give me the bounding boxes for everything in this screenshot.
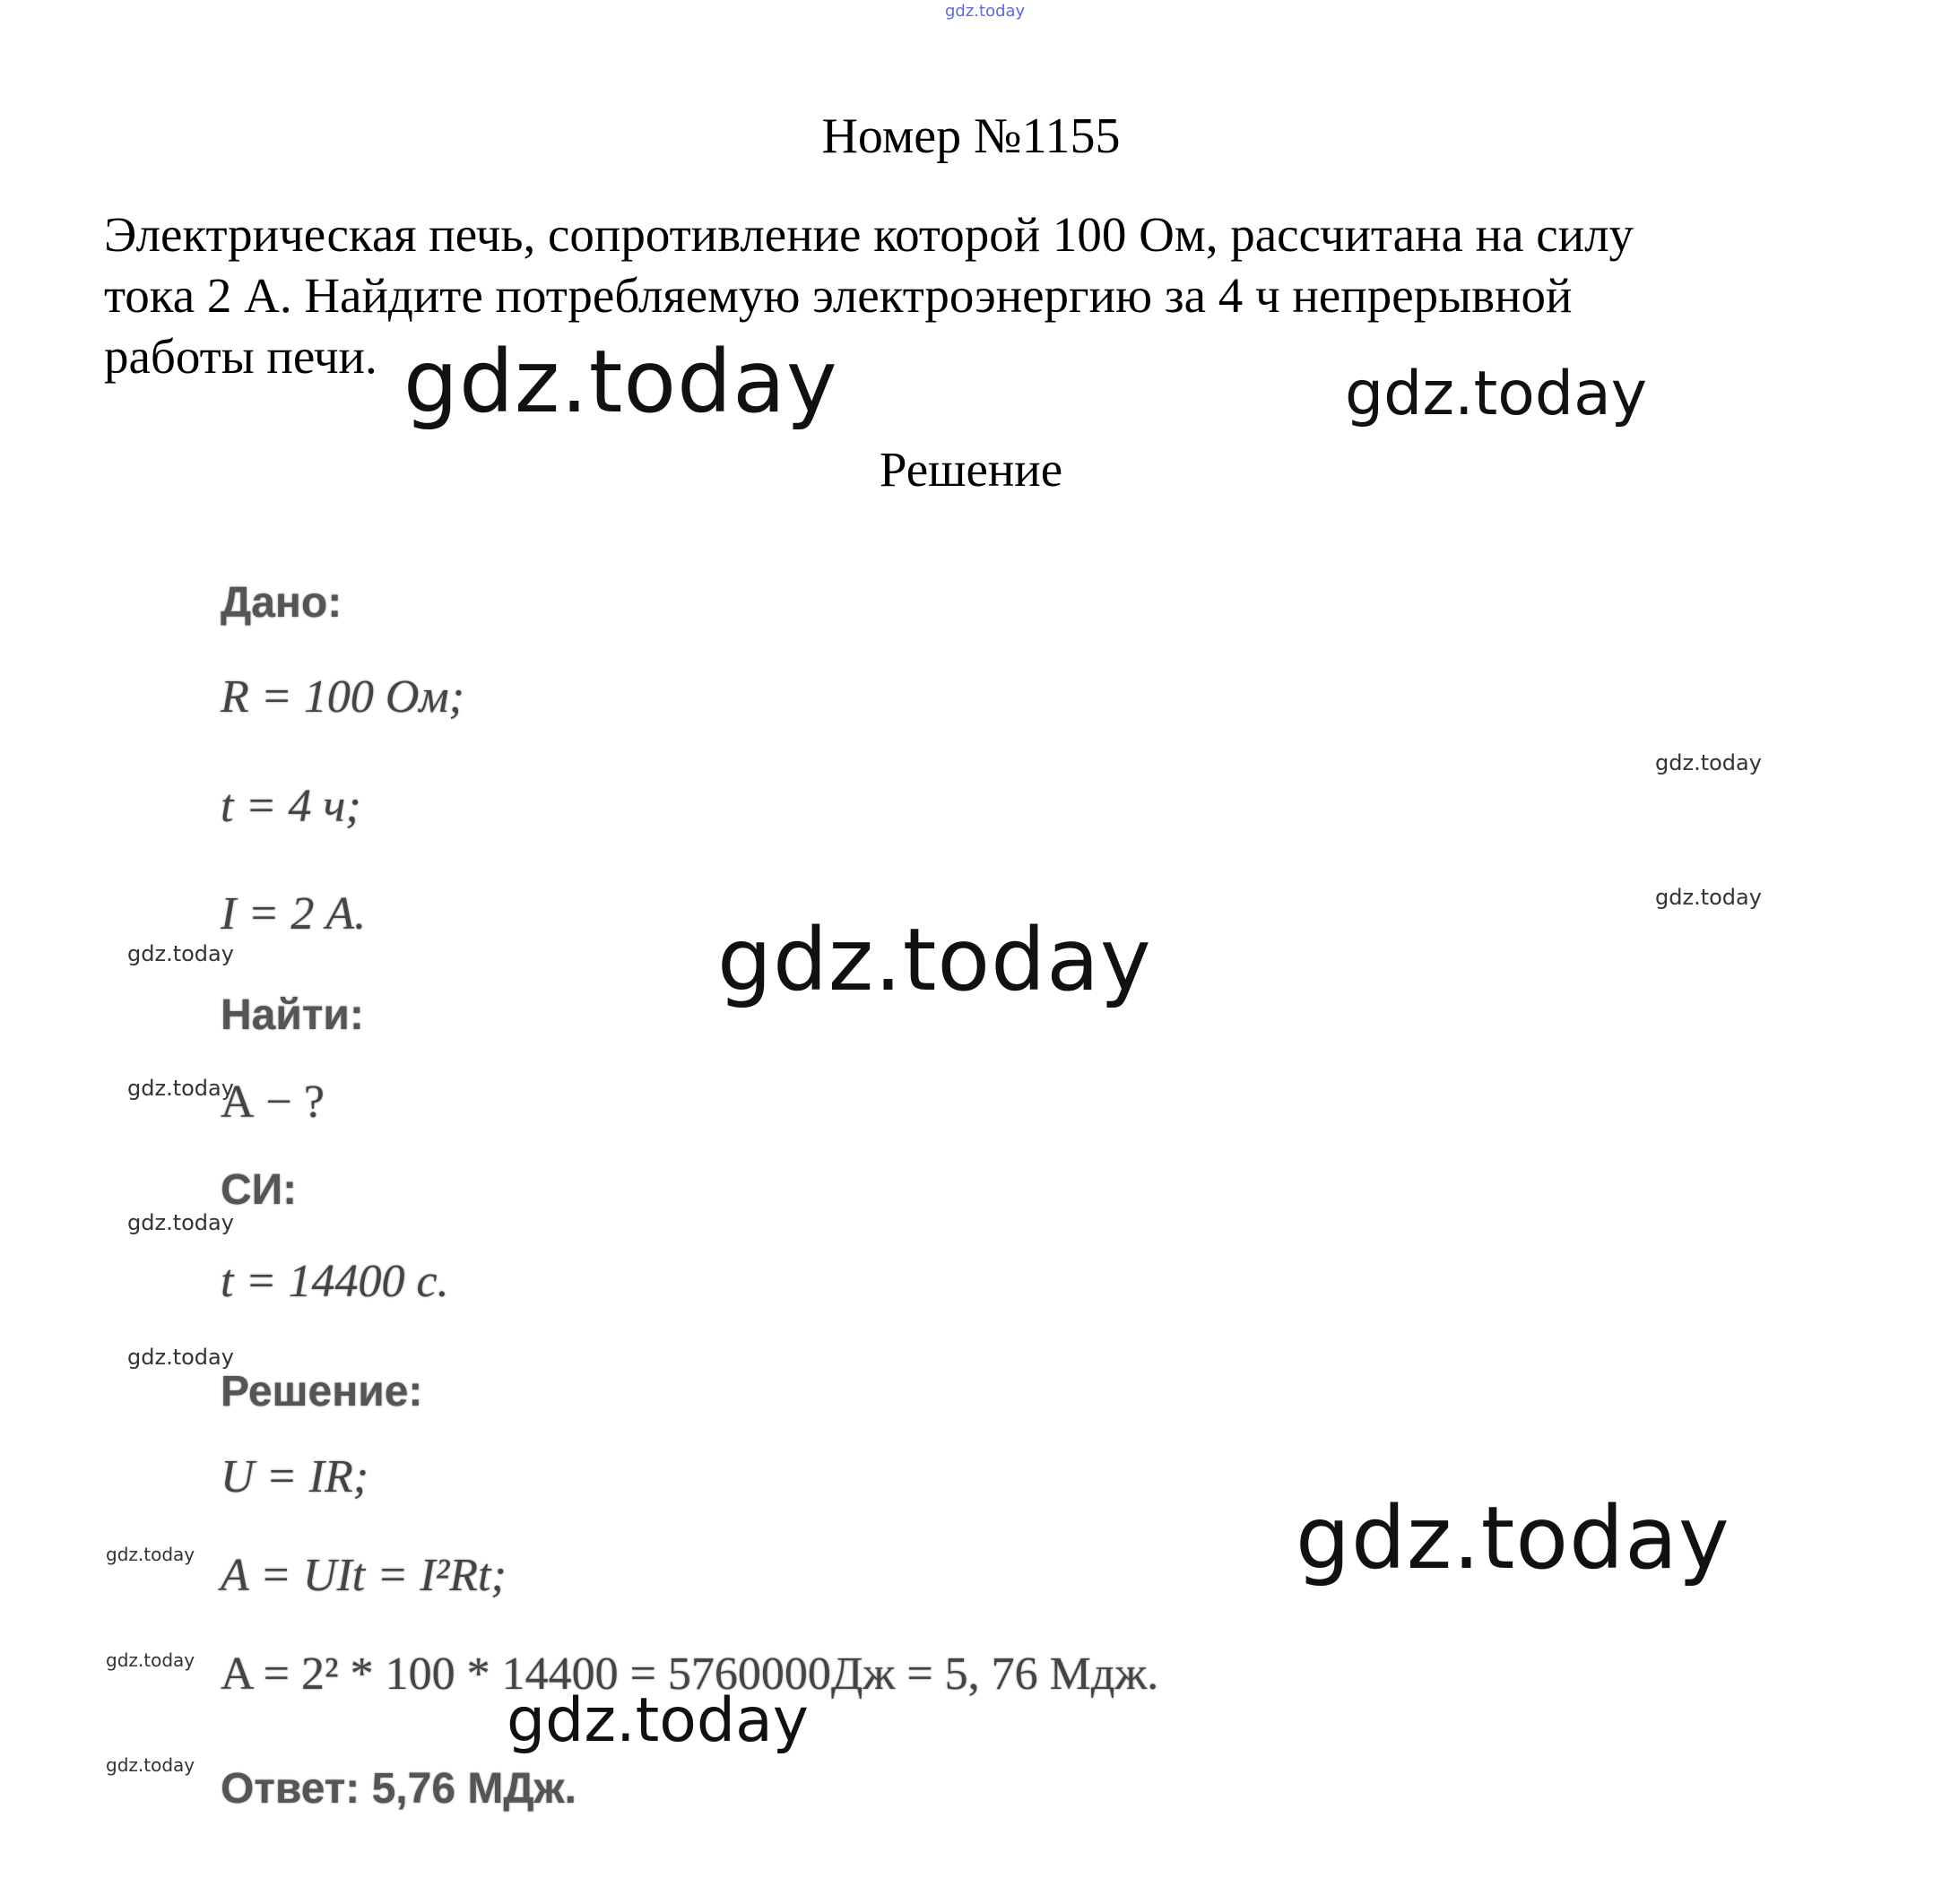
si-label: СИ: [221,1166,298,1214]
watermark: gdz.today [127,941,234,966]
watermark: gdz.today [106,1544,195,1565]
watermark: gdz.today [106,1649,195,1671]
problem-number-title: Номер №1155 [821,108,1121,164]
watermark: gdz.today [127,1210,234,1235]
given-resistance: R = 100 Ом; [221,671,464,723]
watermark: gdz.today [127,1345,234,1370]
calculation: A = 2² * 100 * 14400 = 5760000Дж = 5, 76 Мдж. [221,1649,1159,1700]
watermark: gdz.today [1296,1488,1730,1588]
find-quantity: А − ? [221,1077,325,1128]
watermark: gdz.today [1345,359,1647,429]
watermark: gdz.today [1655,750,1762,775]
solution-heading: Решение [879,442,1063,497]
problem-line: работы печи. [104,329,377,384]
given-time: t = 4 ч; [221,781,361,832]
watermark: gdz.today [106,1754,195,1776]
problem-line: тока 2 А. Найдите потребляемую электроэнергию за 4 ч непрерывной [104,268,1573,323]
formula-work: A = UIt = I²Rt; [221,1550,507,1601]
problem-line: Электрическая печь, сопротивление которой 100 Ом, рассчитана на силу [104,207,1634,262]
watermark: gdz.today [127,1076,234,1101]
watermark: gdz.today [1655,885,1762,910]
formula-voltage: U = IR; [221,1451,369,1502]
given-current: I = 2 А. [221,888,367,939]
answer: Ответ: 5,76 МДж. [221,1765,577,1813]
find-label: Найти: [221,991,364,1039]
solution-label: Решение: [221,1368,423,1415]
watermark: gdz.today [717,910,1152,1010]
si-time: t = 14400 с. [221,1256,449,1307]
watermark: gdz.today [507,1685,809,1756]
given-label: Дано: [221,579,342,627]
watermark: gdz.today [403,332,838,432]
watermark: gdz.today [945,2,1026,21]
